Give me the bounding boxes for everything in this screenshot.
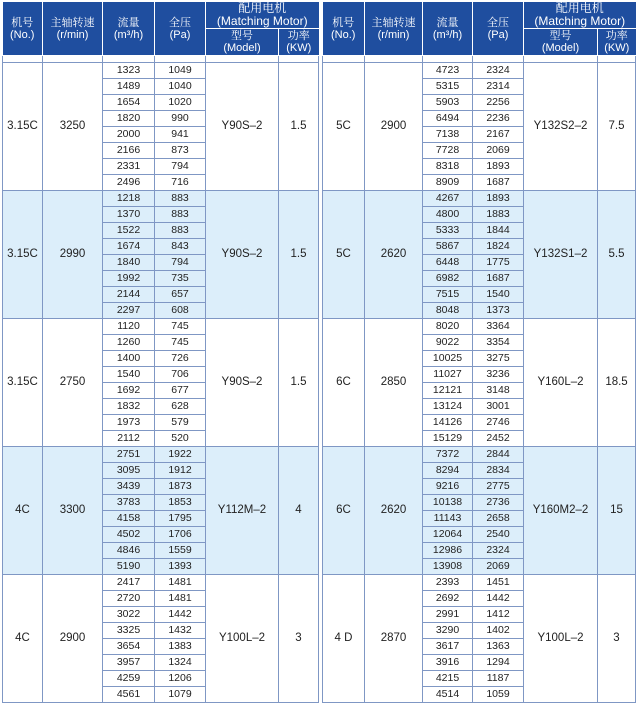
flow-cell: 12986 — [423, 543, 473, 559]
motor-model-cell: Y90S–2 — [206, 63, 279, 191]
header-model: 型号 (Model) — [206, 29, 279, 56]
fan-number-cell: 4C — [3, 447, 43, 575]
spacer-cell — [206, 56, 279, 63]
pressure-cell: 745 — [155, 319, 206, 335]
flow-cell: 2000 — [103, 127, 155, 143]
speed-cell: 2620 — [365, 447, 423, 575]
flow-cell: 14126 — [423, 415, 473, 431]
pressure-cell: 2452 — [473, 431, 524, 447]
pressure-cell: 1922 — [155, 447, 206, 463]
fan-number-cell: 5C — [323, 191, 365, 319]
flow-cell: 3654 — [103, 639, 155, 655]
table-row — [3, 319, 319, 335]
flow-cell: 2751 — [103, 447, 155, 463]
flow-cell: 1540 — [103, 367, 155, 383]
pressure-cell: 745 — [155, 335, 206, 351]
header-motor: 配用电机 (Matching Motor) — [524, 2, 636, 29]
pressure-cell: 2069 — [473, 559, 524, 575]
spacer-cell — [279, 56, 319, 63]
pressure-cell: 873 — [155, 143, 206, 159]
flow-cell: 3783 — [103, 495, 155, 511]
flow-cell: 5315 — [423, 79, 473, 95]
pressure-cell: 1432 — [155, 623, 206, 639]
motor-model-cell: Y90S–2 — [206, 191, 279, 319]
spacer-cell — [598, 56, 636, 63]
flow-cell: 4267 — [423, 191, 473, 207]
motor-power-cell: 7.5 — [598, 63, 636, 191]
pressure-cell: 2746 — [473, 415, 524, 431]
motor-model-cell: Y132S1–2 — [524, 191, 598, 319]
pressure-cell: 1079 — [155, 687, 206, 703]
pressure-cell: 3354 — [473, 335, 524, 351]
motor-power-cell: 15 — [598, 447, 636, 575]
motor-power-cell: 3 — [279, 575, 319, 703]
pressure-cell: 843 — [155, 239, 206, 255]
flow-cell: 1674 — [103, 239, 155, 255]
spacer-row — [323, 56, 636, 63]
table-row — [3, 447, 319, 463]
flow-cell: 2720 — [103, 591, 155, 607]
fan-number-cell: 6C — [323, 447, 365, 575]
pressure-cell: 579 — [155, 415, 206, 431]
flow-cell: 6448 — [423, 255, 473, 271]
spacer-cell — [103, 56, 155, 63]
pressure-cell: 1206 — [155, 671, 206, 687]
pressure-cell: 2540 — [473, 527, 524, 543]
flow-cell: 5903 — [423, 95, 473, 111]
pressure-cell: 2167 — [473, 127, 524, 143]
flow-cell: 11143 — [423, 511, 473, 527]
flow-cell: 4514 — [423, 687, 473, 703]
motor-power-cell: 18.5 — [598, 319, 636, 447]
pressure-cell: 1373 — [473, 303, 524, 319]
header-no: 机号 (No.) — [323, 2, 365, 56]
flow-cell: 1832 — [103, 399, 155, 415]
pressure-cell: 3364 — [473, 319, 524, 335]
flow-cell: 1218 — [103, 191, 155, 207]
pressure-cell: 2844 — [473, 447, 524, 463]
pressure-cell: 3001 — [473, 399, 524, 415]
speed-cell: 2990 — [43, 191, 103, 319]
pressure-cell: 1540 — [473, 287, 524, 303]
pressure-cell: 1481 — [155, 575, 206, 591]
pressure-cell: 1040 — [155, 79, 206, 95]
pressure-cell: 1775 — [473, 255, 524, 271]
fan-number-cell: 3.15C — [3, 63, 43, 191]
pressure-cell: 1883 — [473, 207, 524, 223]
flow-cell: 6494 — [423, 111, 473, 127]
pressure-cell: 1412 — [473, 607, 524, 623]
table-body-left — [3, 56, 319, 703]
pressure-cell: 3148 — [473, 383, 524, 399]
pressure-cell: 677 — [155, 383, 206, 399]
pressure-cell: 520 — [155, 431, 206, 447]
flow-cell: 2393 — [423, 575, 473, 591]
flow-cell: 5867 — [423, 239, 473, 255]
flow-cell: 8318 — [423, 159, 473, 175]
table-row — [323, 63, 636, 79]
fan-number-cell: 3.15C — [3, 319, 43, 447]
pressure-cell: 2834 — [473, 463, 524, 479]
pressure-cell: 1893 — [473, 191, 524, 207]
pressure-cell: 1442 — [155, 607, 206, 623]
flow-cell: 3957 — [103, 655, 155, 671]
table-row — [323, 447, 636, 463]
motor-model-cell: Y132S2–2 — [524, 63, 598, 191]
pressure-cell: 1402 — [473, 623, 524, 639]
pressure-cell: 1559 — [155, 543, 206, 559]
pressure-cell: 883 — [155, 207, 206, 223]
flow-cell: 4502 — [103, 527, 155, 543]
pressure-cell: 1795 — [155, 511, 206, 527]
pressure-cell: 608 — [155, 303, 206, 319]
fan-number-cell: 4 D — [323, 575, 365, 703]
header-flow: 流量 (m³/h) — [103, 2, 155, 56]
flow-cell: 2496 — [103, 175, 155, 191]
flow-cell: 4158 — [103, 511, 155, 527]
pressure-cell: 628 — [155, 399, 206, 415]
motor-model-cell: Y100L–2 — [206, 575, 279, 703]
pressure-cell: 1393 — [155, 559, 206, 575]
flow-cell: 8048 — [423, 303, 473, 319]
flow-cell: 2331 — [103, 159, 155, 175]
flow-cell: 9022 — [423, 335, 473, 351]
pressure-cell: 1187 — [473, 671, 524, 687]
flow-cell: 2417 — [103, 575, 155, 591]
flow-cell: 4561 — [103, 687, 155, 703]
flow-cell: 2692 — [423, 591, 473, 607]
flow-cell: 2991 — [423, 607, 473, 623]
flow-cell: 7138 — [423, 127, 473, 143]
motor-model-cell: Y112M–2 — [206, 447, 279, 575]
pressure-cell: 1020 — [155, 95, 206, 111]
flow-cell: 7515 — [423, 287, 473, 303]
pressure-cell: 794 — [155, 159, 206, 175]
motor-power-cell: 4 — [279, 447, 319, 575]
motor-power-cell: 5.5 — [598, 191, 636, 319]
pressure-cell: 1853 — [155, 495, 206, 511]
fan-number-cell: 6C — [323, 319, 365, 447]
spacer-cell — [155, 56, 206, 63]
pressure-cell: 2658 — [473, 511, 524, 527]
header-speed: 主轴转速 (r/min) — [43, 2, 103, 56]
pressure-cell: 3236 — [473, 367, 524, 383]
spacer-cell — [473, 56, 524, 63]
header-pressure: 全压 (Pa) — [155, 2, 206, 56]
flow-cell: 3916 — [423, 655, 473, 671]
flow-cell: 1120 — [103, 319, 155, 335]
spacer-cell — [365, 56, 423, 63]
flow-cell: 1400 — [103, 351, 155, 367]
fan-spec-table-left — [2, 2, 319, 703]
pressure-cell: 1873 — [155, 479, 206, 495]
fan-spec-table-right — [322, 2, 636, 703]
fan-number-cell: 4C — [3, 575, 43, 703]
pressure-cell: 1706 — [155, 527, 206, 543]
pressure-cell: 1442 — [473, 591, 524, 607]
flow-cell: 4723 — [423, 63, 473, 79]
flow-cell: 1973 — [103, 415, 155, 431]
flow-cell: 13908 — [423, 559, 473, 575]
header-speed: 主轴转速 (r/min) — [365, 2, 423, 56]
pressure-cell: 2736 — [473, 495, 524, 511]
flow-cell: 5333 — [423, 223, 473, 239]
speed-cell: 3300 — [43, 447, 103, 575]
header-flow: 流量 (m³/h) — [423, 2, 473, 56]
pressure-cell: 1824 — [473, 239, 524, 255]
flow-cell: 11027 — [423, 367, 473, 383]
flow-cell: 1840 — [103, 255, 155, 271]
motor-power-cell: 1.5 — [279, 319, 319, 447]
pressure-cell: 2775 — [473, 479, 524, 495]
flow-cell: 6982 — [423, 271, 473, 287]
motor-power-cell: 1.5 — [279, 63, 319, 191]
header-motor: 配用电机 (Matching Motor) — [206, 2, 319, 29]
pressure-cell: 990 — [155, 111, 206, 127]
flow-cell: 1654 — [103, 95, 155, 111]
pressure-cell: 2314 — [473, 79, 524, 95]
flow-cell: 3617 — [423, 639, 473, 655]
speed-cell: 2900 — [43, 575, 103, 703]
flow-cell: 10138 — [423, 495, 473, 511]
pressure-cell: 883 — [155, 191, 206, 207]
table-row — [323, 191, 636, 207]
header-model: 型号 (Model) — [524, 29, 598, 56]
pressure-cell: 726 — [155, 351, 206, 367]
pressure-cell: 1481 — [155, 591, 206, 607]
motor-power-cell: 1.5 — [279, 191, 319, 319]
flow-cell: 7372 — [423, 447, 473, 463]
motor-power-cell: 3 — [598, 575, 636, 703]
table-row — [3, 575, 319, 591]
flow-cell: 1522 — [103, 223, 155, 239]
flow-cell: 3022 — [103, 607, 155, 623]
flow-cell: 1489 — [103, 79, 155, 95]
flow-cell: 1992 — [103, 271, 155, 287]
spacer-row — [3, 56, 319, 63]
spacer-cell — [43, 56, 103, 63]
flow-cell: 10025 — [423, 351, 473, 367]
pressure-cell: 2069 — [473, 143, 524, 159]
fan-number-cell: 5C — [323, 63, 365, 191]
flow-cell: 4215 — [423, 671, 473, 687]
flow-cell: 1323 — [103, 63, 155, 79]
pressure-cell: 1687 — [473, 271, 524, 287]
spacer-cell — [524, 56, 598, 63]
flow-cell: 2297 — [103, 303, 155, 319]
flow-cell: 13124 — [423, 399, 473, 415]
pressure-cell: 1451 — [473, 575, 524, 591]
spacer-cell — [3, 56, 43, 63]
motor-model-cell: Y100L–2 — [524, 575, 598, 703]
pressure-cell: 883 — [155, 223, 206, 239]
header-power: 功率 (KW) — [279, 29, 319, 56]
flow-cell: 12121 — [423, 383, 473, 399]
table-row — [323, 575, 636, 591]
flow-cell: 1820 — [103, 111, 155, 127]
flow-cell: 3439 — [103, 479, 155, 495]
fan-number-cell: 3.15C — [3, 191, 43, 319]
pressure-cell: 1687 — [473, 175, 524, 191]
flow-cell: 4259 — [103, 671, 155, 687]
pressure-cell: 2256 — [473, 95, 524, 111]
pressure-cell: 2236 — [473, 111, 524, 127]
flow-cell: 2112 — [103, 431, 155, 447]
pressure-cell: 1844 — [473, 223, 524, 239]
speed-cell: 2620 — [365, 191, 423, 319]
flow-cell: 1370 — [103, 207, 155, 223]
header-pressure: 全压 (Pa) — [473, 2, 524, 56]
motor-model-cell: Y160M2–2 — [524, 447, 598, 575]
flow-cell: 15129 — [423, 431, 473, 447]
pressure-cell: 657 — [155, 287, 206, 303]
flow-cell: 3290 — [423, 623, 473, 639]
pressure-cell: 706 — [155, 367, 206, 383]
pressure-cell: 794 — [155, 255, 206, 271]
pressure-cell: 1294 — [473, 655, 524, 671]
flow-cell: 3095 — [103, 463, 155, 479]
spacer-cell — [423, 56, 473, 63]
flow-cell: 4846 — [103, 543, 155, 559]
header-no: 机号 (No.) — [3, 2, 43, 56]
flow-cell: 1692 — [103, 383, 155, 399]
pressure-cell: 1324 — [155, 655, 206, 671]
header-power: 功率 (KW) — [598, 29, 636, 56]
flow-cell: 5190 — [103, 559, 155, 575]
pressure-cell: 2324 — [473, 543, 524, 559]
speed-cell: 2870 — [365, 575, 423, 703]
flow-cell: 7728 — [423, 143, 473, 159]
pressure-cell: 735 — [155, 271, 206, 287]
flow-cell: 3325 — [103, 623, 155, 639]
pressure-cell: 1049 — [155, 63, 206, 79]
table-row — [323, 319, 636, 335]
table-body-right — [323, 56, 636, 703]
pressure-cell: 716 — [155, 175, 206, 191]
motor-model-cell: Y160L–2 — [524, 319, 598, 447]
motor-model-cell: Y90S–2 — [206, 319, 279, 447]
flow-cell: 8294 — [423, 463, 473, 479]
speed-cell: 2750 — [43, 319, 103, 447]
flow-cell: 2144 — [103, 287, 155, 303]
flow-cell: 8020 — [423, 319, 473, 335]
pressure-cell: 3275 — [473, 351, 524, 367]
pressure-cell: 1893 — [473, 159, 524, 175]
flow-cell: 12064 — [423, 527, 473, 543]
spacer-cell — [323, 56, 365, 63]
pressure-cell: 941 — [155, 127, 206, 143]
table-row — [3, 63, 319, 79]
speed-cell: 3250 — [43, 63, 103, 191]
pressure-cell: 1383 — [155, 639, 206, 655]
pressure-cell: 1912 — [155, 463, 206, 479]
flow-cell: 8909 — [423, 175, 473, 191]
speed-cell: 2900 — [365, 63, 423, 191]
speed-cell: 2850 — [365, 319, 423, 447]
pressure-cell: 1363 — [473, 639, 524, 655]
flow-cell: 4800 — [423, 207, 473, 223]
flow-cell: 2166 — [103, 143, 155, 159]
table-row — [3, 191, 319, 207]
flow-cell: 9216 — [423, 479, 473, 495]
pressure-cell: 2324 — [473, 63, 524, 79]
pressure-cell: 1059 — [473, 687, 524, 703]
flow-cell: 1260 — [103, 335, 155, 351]
